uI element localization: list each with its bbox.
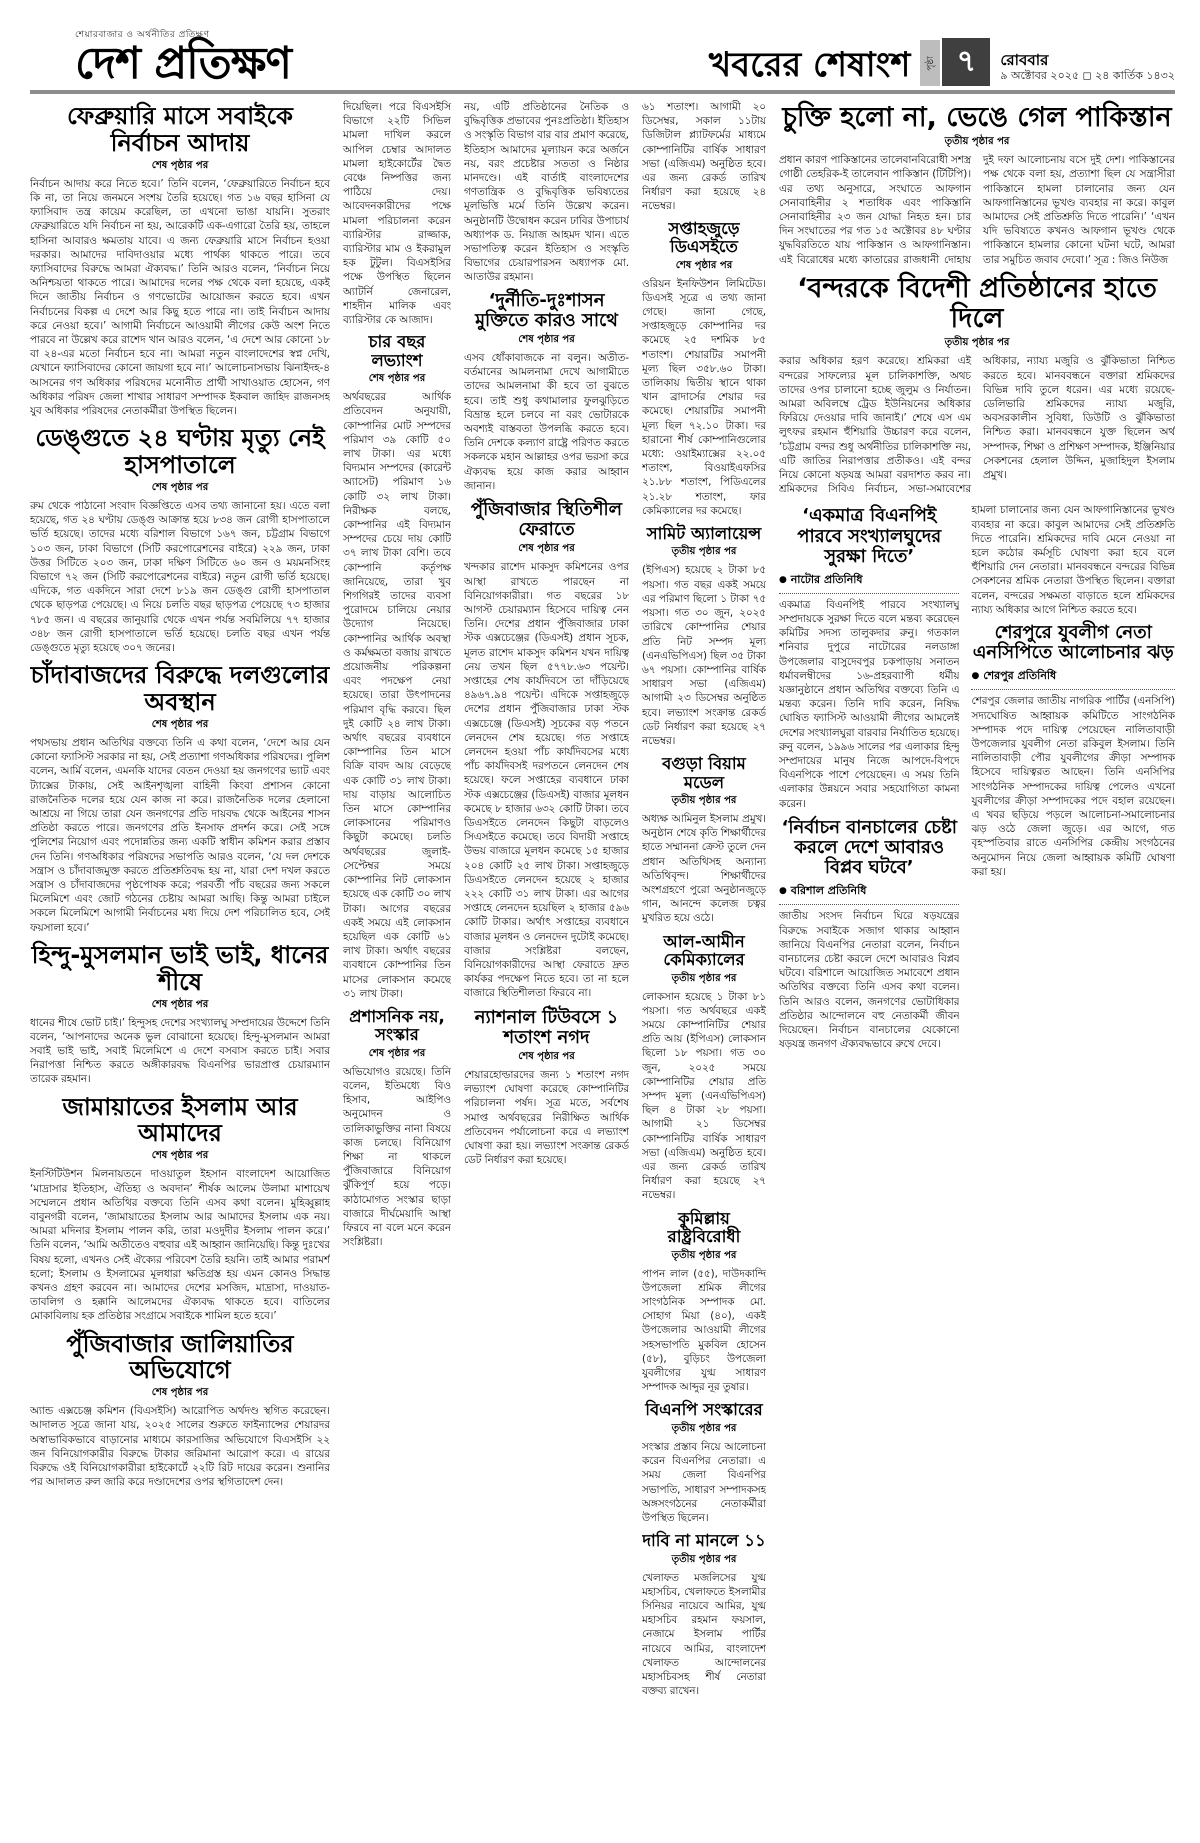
section-title: খবরের শেষাংশ (708, 45, 911, 85)
page-word-label: পৃষ্ঠা (920, 40, 940, 86)
article (642, 525, 766, 748)
column-e-right (971, 503, 1175, 1058)
article-headline: কুমিল্লায় রাষ্ট্রবিরোধী (667, 1208, 741, 1247)
article-headline: ডেঙ্গুতে ২৪ ঘণ্টায় মৃত্যু নেই হাসপাতালে (35, 424, 325, 480)
column-a (30, 100, 330, 1816)
day-date-block (1000, 51, 1175, 87)
article-dateline: ● নাটোর প্রতিনিধি (779, 572, 863, 586)
article-kicker: শেষ পৃষ্ঠার পর (518, 1050, 575, 1062)
article-kicker: শেষ পৃষ্ঠার পর (151, 998, 209, 1010)
article-headline: ‘দুর্নীতি-দুঃশাসন মুক্তিতে কারও সাথে (475, 289, 618, 331)
article-kicker: শেষ পৃষ্ঠার পর (151, 1387, 209, 1399)
continuation-text: দিয়েছিল। পরে বিএসইসি বিভাগে ২২টি সিভিল মামলা দাখিল করলে আপিল চেম্বার আদালত মামলা হাইকোর্টের দ্বৈত বেঞ্চে নিষ্পত্তির জন্য পাঠিয়ে দেয়। আবেদনকারীদের পক্ষে মামলা পরিচালনা করেন ব্যারিস্টার রাজ্জাক, ব্যারিস্টার মাম ও ইকরামুল হক টুটুল। বিএসইসির পক্ষে উপস্থিত ছিলেন অ্যাটর্নি জেনারেল, শাহদীন মালিক এবং ব্যারিস্টার কে আজাদ। (343, 101, 451, 327)
column-b (343, 100, 451, 1816)
article (30, 1094, 330, 1324)
article-body: (ইপিএস) হয়েছে ২ টাকা ৮৫ পয়সা। গত বছর একই সময়ে এর পরিমাণ ছিলো ১ টাকা ৭৫ পয়সা। গত ৩০ জুন, ২০২৫ তারিখে কোম্পানির শেয়ার প্রতি নিট সম্পদ মূল্য (এনএভিপিএস) ছিল ৩৫ টাকা ৬৭ পয়সা। কোম্পানির বার্ষিক সাধারণ সভা (এজিএম) আগামী ২৩ ডিসেম্বর অনুষ্ঠিত হবে। লভ্যাংশ সংক্রান্ত রেকর্ড ডেট নির্ধারণ করা হয়েছে ২৭ নভেম্বর। (642, 564, 766, 747)
article-body: ইনস্টিটিউশন মিলনায়তনে দাওয়াতুল ইহসান বাংলাদেশ আয়োজিত ‘মাদ্রাসার ইতিহাস, ঐতিহ্য ও অবদান’ শীর্ষক আলেম উলামা মাশায়েখ সম্মেলনে প্রধান অতিথির বক্তব্যে তিনি এসব কথা বলেন। মুহিব্বুল্লাহ বাবুনগরী বলেন, ‘জামায়াতের ইসলাম আর আমাদের ইসলাম এক নয়। আমরা মদিনার ইসলাম পালন করি, তারা মওদুদীর ইসলাম পালন করে।’ তিনি বলেন, ‘আমি অতীতেও বহুবার এই আহ্বান জানিয়েছি। কিন্তু দুঃখের বিষয় হলো, এখনও সেই ঐক্যের পরিবেশ তৈরি হয়নি। তাই আমার পরামর্শ হলো; ইসলাম ও ইসলামের মূলধারা ক্ষতিগ্রস্ত হয় এমন কোনও সিদ্ধান্ত কখনও গ্রহণ করবেন না। আমাদের দেশের মসজিদ, মাদ্রাসা, দাওয়াত-তাবলিগ ও হক্কানি আলেমদের ঐক্যবদ্ধ থাকতে হবে। বাতিলের মোকাবিলায় হক প্রতিষ্ঠার সংগ্রামে সবাইকে শামিল হতে হবে।’ (30, 1168, 330, 1323)
article (779, 818, 959, 1052)
article-kicker: শেষ পৃষ্ঠার পর (518, 543, 575, 555)
article-body: ধানের শীষে ভোট চাই।’ হিন্দুসহ দেশের সংখ্যালঘু সম্প্রদায়ের উদ্দেশে তিনি বলেন, ‘আপনাদের অনেক ভুল বোঝানো হয়েছে। হিন্দু-মুসলমান আমরা সবাই ভাই ভাই, সবাই মিলেমিশে এ দেশে বসবাস করতে চাই। সবার নিরাপত্তা নিশ্চিত করতে অঙ্গীকারবদ্ধ বিএনপির ভারপ্রাপ্ত চেয়ারম্যান তারেক রহমান। (30, 1016, 330, 1086)
article-headline: প্রশাসনিক নয়, সংস্কার (349, 1006, 445, 1045)
article-headline: সপ্তাহজুড়ে ডিএসইতে (668, 218, 740, 257)
column-e (779, 100, 1175, 1816)
dotted-rule (779, 593, 959, 594)
article-kicker: তৃতীয় পৃষ্ঠার পর (944, 337, 1010, 349)
column-d (642, 100, 766, 1816)
bullet-icon: ● (971, 671, 980, 682)
column-e-left (779, 503, 959, 1058)
article-body: করার অধিকার হরণ করেছে। শ্রমিকরা এই বন্দরের সাফল্যের মূল চালিকাশক্তি, অথচ তাদের ওপর চালানো হচ্ছে জুলুম ও নির্যাতন। আমরা অবিলম্বে ট্রেড ইউনিয়নের অধিকার ফিরিয়ে দেওয়ার দাবি জানাই।’ শেষে এস এম লুৎফর রহমান হুঁশিয়ারি উচ্চারণ করে বলেন, ‘চট্টগ্রাম বন্দর শুধু অর্থনীতির চালিকাশক্তি নয়, এটি জাতির নিরাপত্তার প্রতীকও। এই বন্দর নিয়ে কোনো ষড়যন্ত্র আমরা বরদাশত করব না। শ্রমিকদের সিবিএ নির্বাচন, সভা-সমাবেশের অধিকার, ন্যায্য মজুরি ও ঝুঁকিভাতা নিশ্চিত করতে হবে। মানববন্ধনে বক্তারা শ্রমিকদের বিভিন্ন দাবি তুলে ধরেন। এর মধ্যে রয়েছে- ডেলিভারি শ্রমিকদের ন্যায্য মজুরি, অবসরকালীন সুবিধা, ডিউটি ও ঝুঁকিভাতা নিশ্চিত করা। মানববন্ধনে যুক্ত ছিলেন অর্থ সম্পাদক, শিক্ষা ও প্রশিক্ষণ সম্পাদক, ইঞ্জিনিয়ার সেকশনের হেলাল উদ্দিন, মুজাহিদুল ইসলাম প্রমুখ। (779, 355, 1175, 496)
article-kicker: তৃতীয় পৃষ্ঠার পর (671, 1553, 737, 1565)
dotted-rule (779, 904, 959, 905)
continuation-text: হামলা চালানোর জন্য যেন আফগানিস্তানের ভূখণ্ড ব্যবহার না করে। কাবুল আমাদের সেই প্রতিশ্রুতি দিতে পারেনি। শ্রমিকদের দাবি মেনে নেওয়া না হলে কঠোর কর্মসূচি ঘোষণা করা হবে বলে হুঁশিয়ারি দেন নেতারা। মানববন্ধনে বন্দরের বিভিন্ন সেকশনের শ্রমিক নেতারা উপস্থিত ছিলেন। বক্তারা বলেন, বন্দরের সক্ষমতা বাড়াতে হলে শ্রমিকদের ন্যায্য অধিকার আগে নিশ্চিত করতে হবে। (971, 504, 1175, 616)
article-body: নির্বাচন আদায় করে নিতে হবে।’ তিনি বলেন, ‘ফেব্রুয়ারিতে নির্বাচন হবে কি না, তা নিয়ে জনমনে সংশয় তৈরি হয়েছে। গত ১৬ বছর হাসিনা যে ফ্যাসিবাদ তন্ত্র কায়েম করেছিল, তা এখনো ভাঙা যায়নি। সুতরাং ফেব্রুয়ারিতে যদি নির্বাচন না হয়, আরেকটি এক-এগারো তৈরি হয়, তাহলে হাসিনা আবারও ক্ষমতায় যাবে। এ জন্য ফেব্রুয়ারি মাসে নির্বাচন হওয়া দরকার। আমাদের দাবিদাওয়ার মধ্যে পার্থক্য থাকতে পারে। তবে ফ্যাসিবাদের বিরুদ্ধে আমরা ঐক্যবদ্ধ।’ তিনি আরও বলেন, ‘নির্বাচন নিয়ে অনিশ্চয়তা থাকতে পারে। আমাদের দলের পক্ষ থেকে বলা হয়েছে, একই দিনে জাতীয় নির্বাচন ও গণভোটের আয়োজন করতে হবে। এখন নির্বাচনের বিকল্প এ দেশে আর কিছু হতে পারে না। তাই নির্বাচন আদায় করে নেওয়া হবে।’ আগামী নির্বাচনে আওয়ামী লীগের কেউ অংশ নিতে পারবে না উল্লেখ করে রাশেদ খান আরও বলেন, ‘এ দেশে আর কোনো ১৮ বা ২৪-এর মতো নির্বাচন হবে না। আমরা নতুন বাংলাদেশের স্বপ্ন দেখি, যেখানে ফ্যাসিবাদের কোনো জায়গা হবে না।’ আলোচনাসভায় ঝিনাইদহ-৪ আসনের গণ অধিকার পরিষদের মনোনীত প্রার্থী সাখাওয়াত হোসেন, গণ অধিকার পরিষদ জেলা শাখার সাধারণ সম্পাদক ইকবাল জাহিদ রাজনসহ যুব অধিকার পরিষদের নেতাকর্মীরা উপস্থিত ছিলেন। (30, 177, 330, 417)
article-headline: হিন্দু-মুসলমান ভাই ভাই, ধানের শীষে (31, 940, 329, 996)
article (30, 1331, 330, 1490)
page-number-box (920, 38, 990, 86)
article (343, 333, 451, 1001)
article-body: এসব ধোঁকাবাজকে না বলুন। অতীত-বর্তমানের আমলনামা দেখে আগামীতে তাদের আমলনামা কী হবে তা বুঝতে হবে। তাই শুধু কথামালার ফুলঝুড়িতে বিভ্রান্ত হলে চলবে না বরং ভোটারকে অবশ্যই বাস্তবতা উপলব্ধি করতে হবে। তিনি দেশকে কল্যাণ রাষ্ট্রে পরিণত করতে সকলকে মহান আল্লাহর ওপর ভরসা করে ঐক্যবদ্ধ হয়ে কাজ করার আহ্বান জানান। (464, 351, 629, 492)
article (642, 755, 766, 926)
continuation-text: নয়, এটি প্রতিষ্ঠানের নৈতিক ও বুদ্ধিবৃত্তিক প্রভাবের পুনঃপ্রতিষ্ঠা। ইতিহাস ও সংস্কৃতি বিভাগ বার বার প্রমাণ করেছে, ইতিহাস আমাদের মূল্যায়ন করে অর্জনে নয়, বরং প্রচেষ্টার সততা ও নিষ্ঠার মানদণ্ডে। এই বার্তাই বাংলাদেশের গণতান্ত্রিক ও বুদ্ধিবৃত্তিক ভবিষ্যতের মূলভিত্তি মর্মে তিনি উল্লেখ করেন। অনুষ্ঠানটি উদ্বোধন করেন ঢাবির উপাচার্য অধ্যাপক ড. নিয়াজ আহমদ খান। এতে সভাপতিত্ব করেন ইতিহাস ও সংস্কৃতি বিভাগের চেয়ারপারসন অধ্যাপক মো. আতাউর রহমান। (464, 101, 629, 284)
article-headline: ‘নির্বাচন বানচালের চেষ্টা করলে দেশে আবারও বিপ্লব ঘটবে’ (781, 816, 957, 879)
article-body: শেরপুর জেলার জাতীয় নাগরিক পার্টির (এনসিপি) সদ্যঘোষিত আহ্বায়ক কমিটিতে সাংগঠনিক সম্পাদক পদে দায়িত্ব পেয়েছেন নালিতাবাড়ী উপজেলার যুবলীগ নেতা রকিবুল ইসলাম। তিনি নালিতাবাড়ী পৌর যুবলীগের ক্রীড়া সম্পাদক হিসেবে দায়িত্বরত আছেন। তিনি এনসিপির সাংগঠনিক সম্পাদকের দায়িত্ব পেলেও এখনো যুবলীগের ক্রীড়া সম্পাদকের পদে বহাল রয়েছেন। এ খবর ছড়িয়ে পড়লে আলোচনা-সমালোচনার ঝড় ওঠে জেলা জুড়ে। এর আগে, গত বৃহস্পতিবার রাতে এনসিপির কেন্দ্রীয় সংগঠনের অনুমোদন নিয়ে জেলা আহ্বায়ক কমিটি ঘোষণা করা হয়। (971, 695, 1175, 878)
masthead-title: দেশ প্রতিক্ষণ (75, 38, 292, 89)
article (464, 291, 629, 493)
article (30, 425, 330, 655)
article-body: প্রধান কারণ পাকিস্তানের তালেবানবিরোধী সশস্ত্র গোষ্ঠী তেহরিক-ই তালেবান পাকিস্তান (টিটিপি)। এর তথ্য অনুসারে, সংঘাতে আফগান সেনাবাহিনীর ২ শতাধিক এবং পাকিস্তানি সেনাবাহিনীর ২৩ জন যোদ্ধা নিহত হন। চার দিন সংঘাতের পর গত ১৫ অক্টোবর ৪৮ ঘণ্টার যুদ্ধবিরতিতে যায় পাকিস্তান ও আফগানিস্তান। এই বিরোধের মধ্যে কাতারের রাজধানী দোহায় দুই দফা আলোচনায় বসে দুই দেশ। পাকিস্তানের পক্ষ থেকে বলা হয়, প্রত্যাশা ছিল যে সন্ত্রাসীরা পাকিস্তানে হামলা চালানোর জন্য যেন আফগানিস্তানের ভূখণ্ড ব্যবহার না করে। কাবুল আমাদের সেই প্রতিশ্রুতি দিতে পারেনি।’ ‘এখন যদি ভবিষ্যতে কখনও আফগান ভূখণ্ড থেকে পাকিস্তানে হামলার কোনো ঘটনা ঘটে, আমরা তার সমুচিত জবাব দেবো।’ সূত্র : জিও নিউজ (779, 154, 1175, 266)
page-header (30, 8, 1175, 89)
article-kicker: শেষ পৃষ্ঠার পর (151, 718, 209, 730)
article (642, 933, 766, 1203)
article-kicker: শেষ পৃষ্ঠার পর (151, 159, 209, 171)
article-headline: জামায়াতের ইসলাম আর আমাদের (62, 1092, 298, 1148)
bullet-icon: ● (779, 574, 787, 585)
article-headline: ‘বন্দরকে বিদেশী প্রতিষ্ঠানের হাতে দিলে (797, 272, 1157, 335)
article-headline: বিএনপি সংস্কারের (645, 1400, 763, 1420)
article-headline: ন্যাশনাল টিউবসে ১ শতাংশ নগদ (474, 1006, 619, 1048)
article-body: অধ্যক্ষ আমিনুল ইসলাম প্রমুখ। অনুষ্ঠান শেষে কৃতি শিক্ষার্থীদের হাতে সম্মাননা ক্রেস্ট তুলে দেন প্রধান অতিথিসহ অন্যান্য অতিথিবৃন্দ। শিক্ষার্থীদের অংশগ্রহণে পুরো অনুষ্ঠানজুড়ে গান, আনন্দে কলেজ চত্বর মুখরিত হয়ে ওঠে। (642, 813, 766, 925)
article-kicker: শেষ পৃষ্ঠার পর (368, 1047, 426, 1059)
article-dateline: ● শেরপুর প্রতিনিধি (971, 669, 1057, 683)
article (343, 1008, 451, 1250)
article-body: পাপন লাল (৫৫), দাউদকান্দি উপজেলা শ্রমিক লীগের সাংগঠনিক সম্পাদক মো. সোহাগ মিয়া (৪০), একই উপজেলার আওয়ামী লীগের সহসভাপতি মুকবিল হোসেন (৫৮), বুড়িচং উপজেলা যুবলীগের যুগ্ম সাধারণ সম্পাদক আব্দুর নূর তুষার। (642, 1267, 766, 1394)
article-headline: পুঁজিবাজার স্থিতিশীল ফেরাতে (470, 498, 623, 541)
article-body: অর্থবছরের আর্থিক প্রতিবেদন অনুযায়ী, কোম্পানির মোট সম্পদের পরিমাণ ৩৯ কোটি ৫০ লাখ টাকা। এর মধ্যে বিদ্যমান সম্পদের (কারেন্ট অ্যাসেট) পরিমাণ ১৬ কোটি ৩২ লাখ টাকা। নিরীক্ষক বলছে, কোম্পানির এই বিদ্যমান সম্পদের চেয়ে দায় কোটি ৩৭ লাখ টাকা বেশি। তবে কোম্পানি কর্তৃপক্ষ জানিয়েছে, তারা খুব শিগগিরই তাদের ব্যবসা পুরোদমে চালিয়ে নেয়ার উদ্যোগ নিয়েছে। কোম্পানির আর্থিক অবস্থা ও কর্মক্ষমতা বজায় রাখতে প্রয়োজনীয় পরিকল্পনা এবং পদক্ষেপ নেয়া হয়েছে। তারা উৎপাদনের পরিমাণ বৃদ্ধি করবে। ছিল দুই কোটি ২৪ লাখ টাকা। অর্থাৎ বছরের ব্যবধানে কোম্পানির তিন মাসে বিক্রি বাবদ আয় বেড়েছে এক কোটি ৩১ লাখ টাকা। দায় বাড়ায় আলোচিত তিন মাসে কোম্পানির লোকসানের পরিমাণও কিছুটা কমেছে। চলতি অর্থবছরের জুলাই-সেপ্টেম্বর সময়ে কোম্পানির নিট লোকসান হয়েছে এক কোটি ৩০ লাখ টাকা। আগের বছরের একই সময়ে এই লোকসান হয়েছিল এক কোটি ৬১ লাখ টাকা। অর্থাৎ বছরের ব্যবধানে কোম্পানির তিন মাসের লোকসান কমেছে ৩১ লাখ টাকা। (343, 391, 451, 1000)
article (464, 1008, 629, 1168)
article-headline: চুক্তি হলো না, ভেঙে গেল পাকিস্তান (782, 102, 1172, 133)
date-label: ৯ অক্টোবর ২০২৫ ◻ ২৪ কার্তিক ১৪৩২ (1000, 69, 1175, 83)
article (464, 500, 629, 1001)
article-body: খন্দকার রাশেদ মাকসুদ কমিশনের ওপর আস্থা রাখতে পারছেন না বিনিয়োগকারীরা। গত বছরের ১৮ আগস্ট চেয়ারম্যান হিসেবে দায়িত্ব নেন তিনি। দেশের প্রধান পুঁজিবাজার ঢাকা স্টক এক্সচেঞ্জের (ডিএসই) প্রধান সূচক, মূলত রাশেদ মাকসুদ কমিশন যখন দায়িত্ব নেয় তখন ছিল ৫৭৭৮.৬৩ পয়েন্ট। সপ্তাহের শেষ কার্যদিবসে তা দাঁড়িয়েছে ৪৯৬৭.৯৪ পয়েন্ট। এদিকে সপ্তাহজুড়ে দেশের প্রধান পুঁজিবাজার ঢাকা স্টক এক্সচেঞ্জে (ডিএসই) সূচকের বড় পতনে লেনদেন শেষ হয়েছে। গত সপ্তাহে লেনদেন হওয়া পাঁচ কার্যদিবসের মধ্যে পাঁচ কার্যদিবসই দরপতনে লেনদেন শেষ হয়েছে। ফলে সপ্তাহের ব্যবধানে ঢাকা স্টক এক্সচেঞ্জের (ডিএসই) বাজার মূলধন কমেছে ৮ হাজার ৬৩২ কোটি টাকা। তবে ডিএসইতে লেনদেন কিছুটা বাড়লেও সিএসইতে কমেছে। তবে বিদায়ী সপ্তাহে উভয় বাজারে মূলধন কমেছে ১৫ হাজার ২০৪ কোটি ২৫ লাখ টাকা। সপ্তাহজুড়ে ডিএসইতে লেনদেন হয়েছে ২ হাজার ২২২ কোটি ৩১ লাখ টাকা। এর আগের সপ্তাহে লেনদেন হয়েছিল ২ হাজার ৫৯৬ কোটি টাকার। অর্থাৎ সপ্তাহের ব্যবধানে বাজার মূলধন ও লেনদেন দুটোই কমেছে। বাজার সংশ্লিষ্টরা বলছেন, বিনিয়োগকারীদের আস্থা ফেরাতে দ্রুত কার্যকর পদক্ষেপ নিতে হবে। তা না হলে বাজারে স্থিতিশীলতা ফিরবে না। (464, 561, 629, 1000)
article-headline: সামিট অ্যালায়েন্স (646, 524, 762, 544)
header-rule (30, 90, 1175, 94)
masthead-block (30, 30, 292, 89)
continuation-text: ৬১ শতাংশ। আগামী ২০ ডিসেম্বর, সকাল ১১টায় ডিজিটাল প্ল্যাটফর্মের মাধ্যমে কোম্পানিটির বার্ষিক সাধারণ সভা (এজিএম) অনুষ্ঠিত হবে। এর জন্য রেকর্ড তারিখ নির্ধারণ করা হয়েছে ২৪ নভেম্বর। (642, 101, 766, 213)
article-headline: চাঁদাবাজদের বিরুদ্ধে দলগুলোর অবস্থান (30, 661, 330, 717)
article (30, 662, 330, 935)
article-body: শেয়ারহোল্ডারদের জন্য ১ শতাংশ নগদ লভ্যাংশ ঘোষণা করেছে কোম্পানিটির পরিচালনা পর্ষদ। সূত্র মতে, সর্বশেষ সমাপ্ত অর্থবছরের নিরীক্ষিত আর্থিক প্রতিবেদন পর্যালোচনা করে এ লভ্যাংশ ঘোষণা করা হয়। লভ্যাংশ সংক্রান্ত রেকর্ড ডেট নির্ধারণ করা হয়েছে। (464, 1068, 629, 1167)
article-body: খেলাফত মজলিসের যুগ্ম মহাসচিব, খেলাফতে ইসলামীর সিনিয়র নায়েবে আমির, যুগ্ম মহাসচিব রহমান ফয়সাল, নেজামে ইসলাম পার্টির নায়েবে আমির, বাংলাদেশ খেলাফত আন্দোলনের মহাসচিবসহ শীর্ষ নেতারা বক্তব্য রাখেন। (642, 1571, 766, 1698)
article-kicker: তৃতীয় পৃষ্ঠার পর (671, 972, 737, 984)
article-headline: বগুড়া বিয়াম মডেল (662, 754, 746, 792)
article-body: সংস্কার প্রস্তাব নিয়ে আলোচনা করেন বিএনপির নেতারা। এ সময় জেলা বিএনপির সভাপতি, সাধারণ সম্পাদকসহ অঙ্গসংগঠনের নেতাকর্মীরা উপস্থিত ছিলেন। (642, 1440, 766, 1524)
article-body: রুম থেকে পাঠানো সংবাদ বিজ্ঞপ্তিতে এসব তথ্য জানানো হয়। এতে বলা হয়েছে, গত ২৪ ঘণ্টায় ডেঙ্গু আক্রান্ত হয়ে ৮৩৪ জন রোগী হাসপাতালে ভর্তি হয়েছে। তাদের মধ্যে বরিশাল বিভাগে ১৬৭ জন, চট্টগ্রাম বিভাগে ১০৩ জন, ঢাকা বিভাগে (সিটি করপোরেশনের বাইরে) ২২৯ জন, ঢাকা উত্তর সিটিতে ২০৩ জন, ঢাকা দক্ষিণ সিটিতে ৬০ জন ও ময়মনসিংহ বিভাগে ৭২ জন (সিটি করপোরেশনের বাইরে) নতুন রোগী ভর্তি হয়েছে। এদিকে, গত একদিনে সারা দেশে ৮১৯ জন ডেঙ্গু রোগী হাসপাতাল থেকে ছাড়পত্র পেয়েছে। এ নিয়ে চলতি বছর ছাড়পত্র পেয়েছে ৭৩ হাজার ৭৮৫ জন। এ বছরের জানুয়ারি থেকে এখন পর্যন্ত সবমিলিয়ে ৭৭ হাজার ৩৪৮ জন রোগী হাসপাতালে ভর্তি হয়েছে। চলতি বছর এখন পর্যন্ত ডেঙ্গুতে মৃত্যু হয়েছে ৩০৭ জনের। (30, 499, 330, 654)
article (642, 1210, 766, 1395)
masthead-tagline: শেয়ারবাজার ও অর্থনীতির প্রতিক্ষণ (75, 30, 210, 40)
article-dateline: ● বরিশাল প্রতিনিধি (779, 884, 867, 898)
article-kicker: শেষ পৃষ্ঠার পর (368, 373, 426, 385)
article (642, 1401, 766, 1525)
article (30, 103, 330, 418)
article-body: একমাত্র বিএনপিই পারবে সংখ্যালঘু সম্প্রদায়কে সুরক্ষা দিতে বলে মন্তব্য করেছেন কমিটির সদস্য তালুকদার রুনু। গতকাল শনিবার দুপুরে নাটোরের নলডাঙ্গা উপজেলার বাসুদেবপুর চকপাড়ায় সনাতন ধর্মাবলম্বীদের ১৬-প্রহরব্যাপী ধর্মীয় যজ্ঞানুষ্ঠানে প্রধান অতিথির বক্তব্যে তিনি এ মন্তব্য করেন। তিনি দাবি করেন, নিষিদ্ধ ঘোষিত ফ্যাসিস্ট আওয়ামী লীগের আমলেই দেশের সংখ্যালঘুরা বারবার নির্যাতিত হয়েছে। রুনু বলেন, ১৯৯৬ সালের পর এলাকার হিন্দু সম্প্রদায়ের মানুষ নিজে আপদে-বিপদে বিএনপিকে পাশে পেয়েছেন। এ সময় তিনি এলাকার উন্নয়নে সবার সহযোগিতা কামনা করেন। (779, 598, 960, 810)
article-kicker: শেষ পৃষ্ঠার পর (675, 259, 733, 271)
article (971, 623, 1175, 879)
article (779, 103, 1175, 267)
article (779, 506, 959, 811)
article-kicker: শেষ পৃষ্ঠার পর (518, 333, 575, 345)
dotted-rule (971, 689, 1175, 690)
article-headline: শেরপুরে যুবলীগ নেতা এনসিপিতে আলোচনার ঝড় (972, 621, 1174, 664)
article-headline: ‘একমাত্র বিএনপিই পারবে সংখ্যালঘুদের সুরক্ষা দিতে’ (797, 505, 942, 567)
columns-wrap (30, 100, 1175, 1816)
article (642, 1532, 766, 1698)
article-headline: আল-আমীন কেমিক্যালের (663, 931, 745, 970)
column-c (464, 100, 629, 1816)
article-body: অভিযোগও রয়েছে। তিনি বলেন, ইতিমধ্যে বিও হিসাব, আইপিও অনুমোদন ও তালিকাভুক্তির নানা বিষয়ে কাজ চলছে। বিনিয়োগ শিক্ষা না থাকলে পুঁজিবাজারে বিনিয়োগ ঝুঁকিপূর্ণ হয়ে পড়ে। কাঠামোগত সংস্কার ছাড়া বাজারে দীর্ঘমেয়াদি আস্থা ফিরবে না বলে মনে করেন সংশ্লিষ্টরা। (343, 1065, 451, 1249)
page-number: ৭ (942, 38, 990, 86)
article-kicker: শেষ পৃষ্ঠার পর (151, 481, 209, 493)
day-label: রোববার (1000, 50, 1049, 69)
bullet-icon: ● (779, 886, 787, 897)
article-body: জাতীয় সংসদ নির্বাচন ঘিরে ষড়যন্ত্রের বিরুদ্ধে সবাইকে সজাগ থাকার আহ্বান জানিয়ে বিএনপির নেতারা বলেন, নির্বাচন বানচালের চেষ্টা করলে দেশে আবারও বিপ্লব ঘটবে। বরিশালে আয়োজিত সমাবেশে প্রধান অতিথির বক্তব্যে তিনি এসব কথা বলেন। তিনি আরও বলেন, জনগণের ভোটাধিকার প্রতিষ্ঠার আন্দোলনে বহু নেতাকর্মী জীবন দিয়েছেন। নির্বাচন বানচালের যেকোনো ষড়যন্ত্র জনগণ ঐক্যবদ্ধভাবে রুখে দেবে। (779, 910, 960, 1051)
article-kicker: তৃতীয় পৃষ্ঠার পর (671, 1249, 737, 1261)
article-body: লোকসান হয়েছে ১ টাকা ৮১ পয়সা। গত অর্থবছরে একই সময়ে কোম্পানিটির শেয়ার প্রতি আয় (ইপিএস) লোকসান ছিলো ১৮ পয়সা। গত ৩০ জুন, ২০২৫ সময়ে কোম্পানিটির শেয়ার প্রতি সম্পদ মূল্য (এনএভিপিএস) ছিল ৪ টাকা ২৮ পয়সা। আগামী ২১ ডিসেম্বর কোম্পানিটির বার্ষিক সাধারণ সভা (এজিএম) অনুষ্ঠিত হবে। এর জন্য রেকর্ড তারিখ নির্ধারণ করা হয়েছে ২৭ নভেম্বর। (642, 990, 766, 1202)
header-right (709, 38, 1175, 86)
article-headline: দাবি না মানলে ১১ (642, 1531, 766, 1551)
article-headline: চার বছর লভ্যাংশ (368, 332, 426, 370)
article-headline: ফেব্রুয়ারি মাসে সবাইকে নির্বাচন আদায় (67, 102, 293, 157)
article-kicker: শেষ পৃষ্ঠার পর (151, 1150, 209, 1162)
article-kicker: তৃতীয় পৃষ্ঠার পর (671, 1422, 737, 1434)
article-headline: পুঁজিবাজার জালিয়াতির অভিযোগে (66, 1329, 294, 1385)
article-body: অ্যান্ড এক্সচেঞ্জ কমিশন (বিএসইসি) আরোপিত অর্থদণ্ড স্থগিত করেছেন। আদালত সূত্রে জানা যায়, ২০২৫ সালের শুরুতে ফাইন্যান্সের শেয়ারদর অস্বাভাবিকভাবে বাড়ানোর মাধ্যমে কারসাজির অভিযোগে বিএসইসি ২২ জন বিনিয়োগকারীর বিরুদ্ধে টাকার জরিমানা আরোপ করে। এ রায়ের বিরুদ্ধে ওই বিনিয়োগকারীরা হাইকোর্টে ২২টি রিট দায়ের করেন। শুনানির পর আদালত রুল জারি করে দণ্ডাদেশের ওপর স্থগিতাদেশ দেন। (30, 1405, 330, 1489)
article (642, 220, 766, 518)
article-kicker: তৃতীয় পৃষ্ঠার পর (671, 795, 737, 807)
article (30, 942, 330, 1087)
article-kicker: তৃতীয় পৃষ্ঠার পর (944, 136, 1010, 148)
article-body: ওরিয়ন ইনফিউশন লিমিটেড। ডিএসই সূত্রে এ তথ্য জানা গেছে। জানা গেছে, সপ্তাহজুড়ে কোম্পানির দর কমেছে ২৫ দশমিক ৮৫ শতাংশ। শেয়ারটির সমাপনী মূল্য ছিল ৩৫৮.৬০ টাকা। তালিকায় দ্বিতীয় স্থানে থাকা খান ব্রাদার্সের শেয়ার দর কমেছে। শেয়ারটির সমাপনী মূল্য ছিল ৭২.১০ টাকা। দর হারানো শীর্ষ কোম্পানিগুলোর মধ্যে: ওয়াইম্যাক্সের ২২.০৫ শতাংশ, বিওয়াইএফসির ২১.৮৮ শতাংশ, পিডিএলের ২১.২৮ শতাংশ, ফার কেমিক্যালের দর কমেছে। (642, 277, 766, 517)
article (779, 274, 1175, 497)
article-kicker: তৃতীয় পৃষ্ঠার পর (671, 546, 737, 558)
article-body: পথসভায় প্রধান অতিথির বক্তব্যে তিনি এ কথা বলেন, ‘দেশে আর যেন কোনো ফ্যাসিস্ট সরকার না হয়, সেই প্রত্যাশা গণঅধিকার পরিষদের। পুলিশ বলেন, আর্মি বলেন, এমনকি যাদের বেতন দেওয়া হয় জনগণের ভ্যাট এবং ট্যাক্সের টাকায়, সেই আইনশৃঙ্খলা বাহিনী কিংবা প্রশাসন কোনো রাজনৈতিক দলের হয়ে যেন কাজ না করে। রাজনৈতিক দলের হেলানো আশ্রয়ে না গিয়ে তারা যেন জনগণের প্রতি দায়বদ্ধ থেকে আইনের শাসন প্রতিষ্ঠা করতে পারে। জনগণের প্রতি ইনসাফ প্রদর্শন করে। সেই সঙ্গে পুলিশের নিয়োগ এবং পদোন্নতির জন্য একটি স্বাধীন কমিশন করার প্রস্তাব দেন তিনি। গণঅধিকার পরিষদের সভাপতি আরও বলেন, ‘যে দল দেশকে সন্ত্রাস ও চাঁদাবাজমুক্ত করতে প্রতিশ্রুতিবদ্ধ হয় না, যারা দেশ দখল করতে সন্ত্রাস ও চাঁদাবাজদের পৃষ্ঠপোষক করে; পরবর্তী পাঁচ বছরের জন্য সকলে মিলেমিশে এবং জোট গঠনের চেষ্টায় আমরা আছি। কিন্তু আমরা চাইলে সকলে মিলেমিশে আগামী নির্বাচনের মধ্য দিয়ে দেশ পরিচালিত হবে, সেই ফয়সালা হবে।’ (30, 736, 330, 934)
column-e-split (779, 503, 1175, 1058)
